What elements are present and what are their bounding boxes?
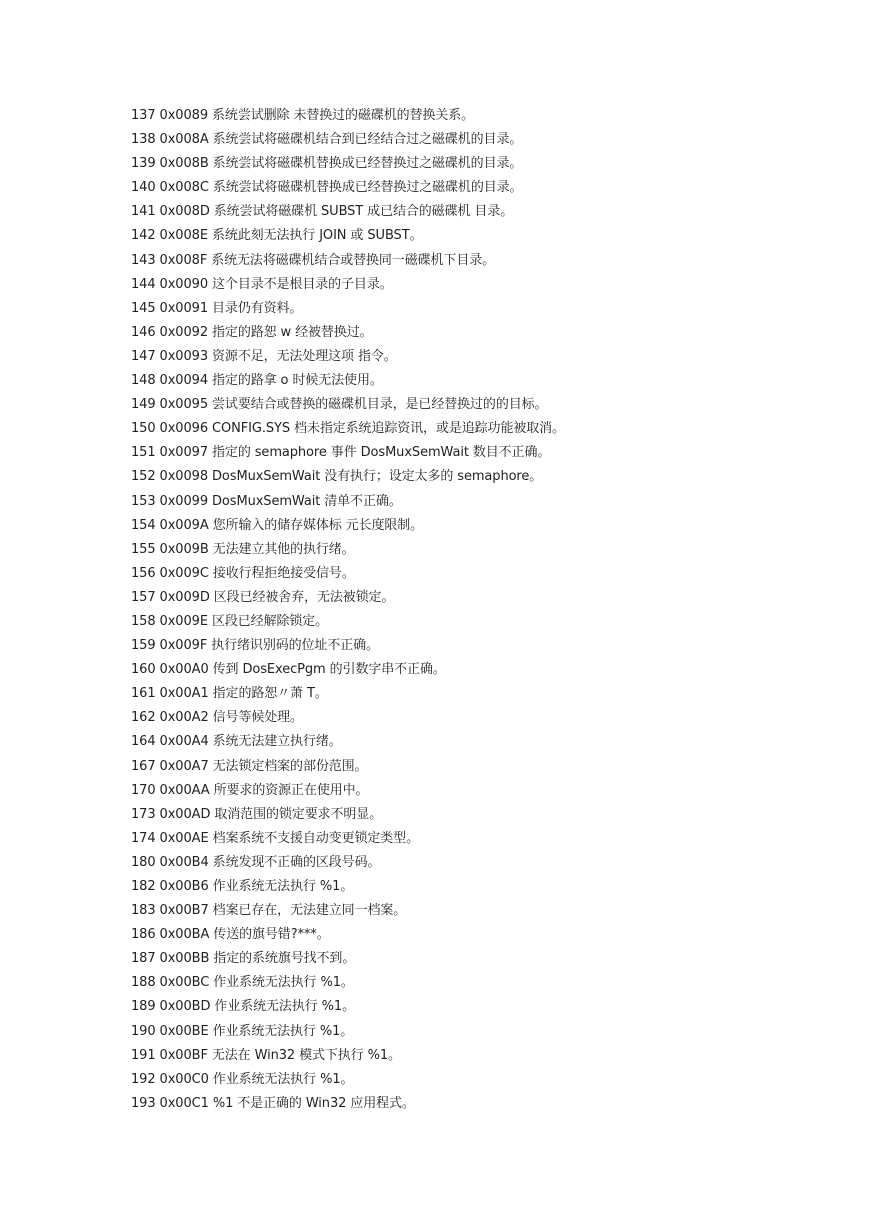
error-code-line: 188 0x00BC 作业系统无法执行 %1。 — [131, 975, 354, 991]
error-code-line: 161 0x00A1 指定的路恕〃萧 T。 — [131, 686, 328, 702]
error-code-line: 167 0x00A7 无法锁定档案的部份范围。 — [131, 758, 368, 774]
error-code-line: 190 0x00BE 作业系统无法执行 %1。 — [131, 1023, 354, 1039]
error-code-line: 145 0x0091 目录仍有资料。 — [131, 300, 303, 316]
error-code-line: 140 0x008C 系统尝试将磁碟机替换成已经替换过之磁碟机的目录。 — [131, 180, 523, 196]
error-code-line: 148 0x0094 指定的路拿 o 时候无法使用。 — [131, 373, 383, 389]
error-code-line: 139 0x008B 系统尝试将磁碟机替换成已经替换过之磁碟机的目录。 — [131, 156, 523, 172]
error-code-line: 193 0x00C1 %1 不是正确的 Win32 应用程式。 — [131, 1095, 415, 1111]
error-code-line: 183 0x00B7 档案已存在，无法建立同一档案。 — [131, 903, 407, 919]
error-code-line: 144 0x0090 这个目录不是根目录的子目录。 — [131, 276, 393, 292]
error-code-line: 150 0x0096 CONFIG.SYS 档未指定系统追踪资讯，或是追踪功能被取消。 — [131, 421, 565, 437]
error-code-list — [131, 106, 565, 1118]
error-code-line: 160 0x00A0 传到 DosExecPgm 的引数字串不正确。 — [131, 662, 446, 678]
error-code-line: 155 0x009B 无法建立其他的执行绪。 — [131, 541, 355, 557]
error-code-line: 162 0x00A2 信号等候处理。 — [131, 710, 303, 726]
error-code-line: 180 0x00B4 系统发现不正确的区段号码。 — [131, 854, 381, 870]
error-code-line: 146 0x0092 指定的路恕 w 经被替换过。 — [131, 324, 373, 340]
error-code-line: 186 0x00BA 传送的旗号错?***。 — [131, 927, 330, 943]
error-code-line: 138 0x008A 系统尝试将磁碟机结合到已经结合过之磁碟机的目录。 — [131, 132, 523, 148]
error-code-line: 149 0x0095 尝试要结合或替换的磁碟机目录，是已经替换过的的目标。 — [131, 397, 548, 413]
error-code-line: 153 0x0099 DosMuxSemWait 清单不正确。 — [131, 493, 402, 509]
error-code-line: 143 0x008F 系统无法将磁碟机结合或替换同一磁碟机下目录。 — [131, 252, 496, 268]
error-code-line: 159 0x009F 执行绪识别码的位址不正确。 — [131, 638, 379, 654]
error-code-line: 164 0x00A4 系统无法建立执行绪。 — [131, 734, 342, 750]
error-code-line: 182 0x00B6 作业系统无法执行 %1。 — [131, 879, 354, 894]
error-code-line: 156 0x009C 接收行程拒绝接受信号。 — [131, 565, 355, 581]
error-code-line: 187 0x00BB 指定的系统旗号找不到。 — [131, 951, 356, 967]
error-code-line: 158 0x009E 区段已经解除锁定。 — [131, 613, 329, 629]
error-code-line: 152 0x0098 DosMuxSemWait 没有执行；设定太多的 semaphore。 — [131, 469, 543, 485]
error-code-line: 151 0x0097 指定的 semaphore 事件 DosMuxSemWait 数目不正确。 — [131, 445, 551, 461]
error-code-line: 174 0x00AE 档案系统不支援自动变更锁定类型。 — [131, 830, 419, 846]
error-code-line: 137 0x0089 系统尝试删除 未替换过的磁碟机的替换关系。 — [131, 108, 475, 123]
error-code-line: 154 0x009A 您所输入的储存媒体标 元长度限制。 — [131, 517, 424, 533]
error-code-line: 142 0x008E 系统此刻无法执行 JOIN 或 SUBST。 — [131, 228, 423, 244]
error-code-line: 170 0x00AA 所要求的资源正在使用中。 — [131, 782, 369, 798]
error-code-line: 141 0x008D 系统尝试将磁碟机 SUBST 成已结合的磁碟机 目录。 — [131, 204, 514, 220]
error-code-line: 192 0x00C0 作业系统无法执行 %1。 — [131, 1071, 354, 1087]
error-code-line: 157 0x009D 区段已经被舍弃，无法被锁定。 — [131, 589, 395, 605]
error-code-line: 189 0x00BD 作业系统无法执行 %1。 — [131, 999, 355, 1015]
error-code-line: 147 0x0093 资源不足，无法处理这项 指令。 — [131, 348, 397, 364]
error-code-line: 173 0x00AD 取消范围的锁定要求不明显。 — [131, 806, 383, 822]
error-code-line: 191 0x00BF 无法在 Win32 模式下执行 %1。 — [131, 1047, 401, 1063]
